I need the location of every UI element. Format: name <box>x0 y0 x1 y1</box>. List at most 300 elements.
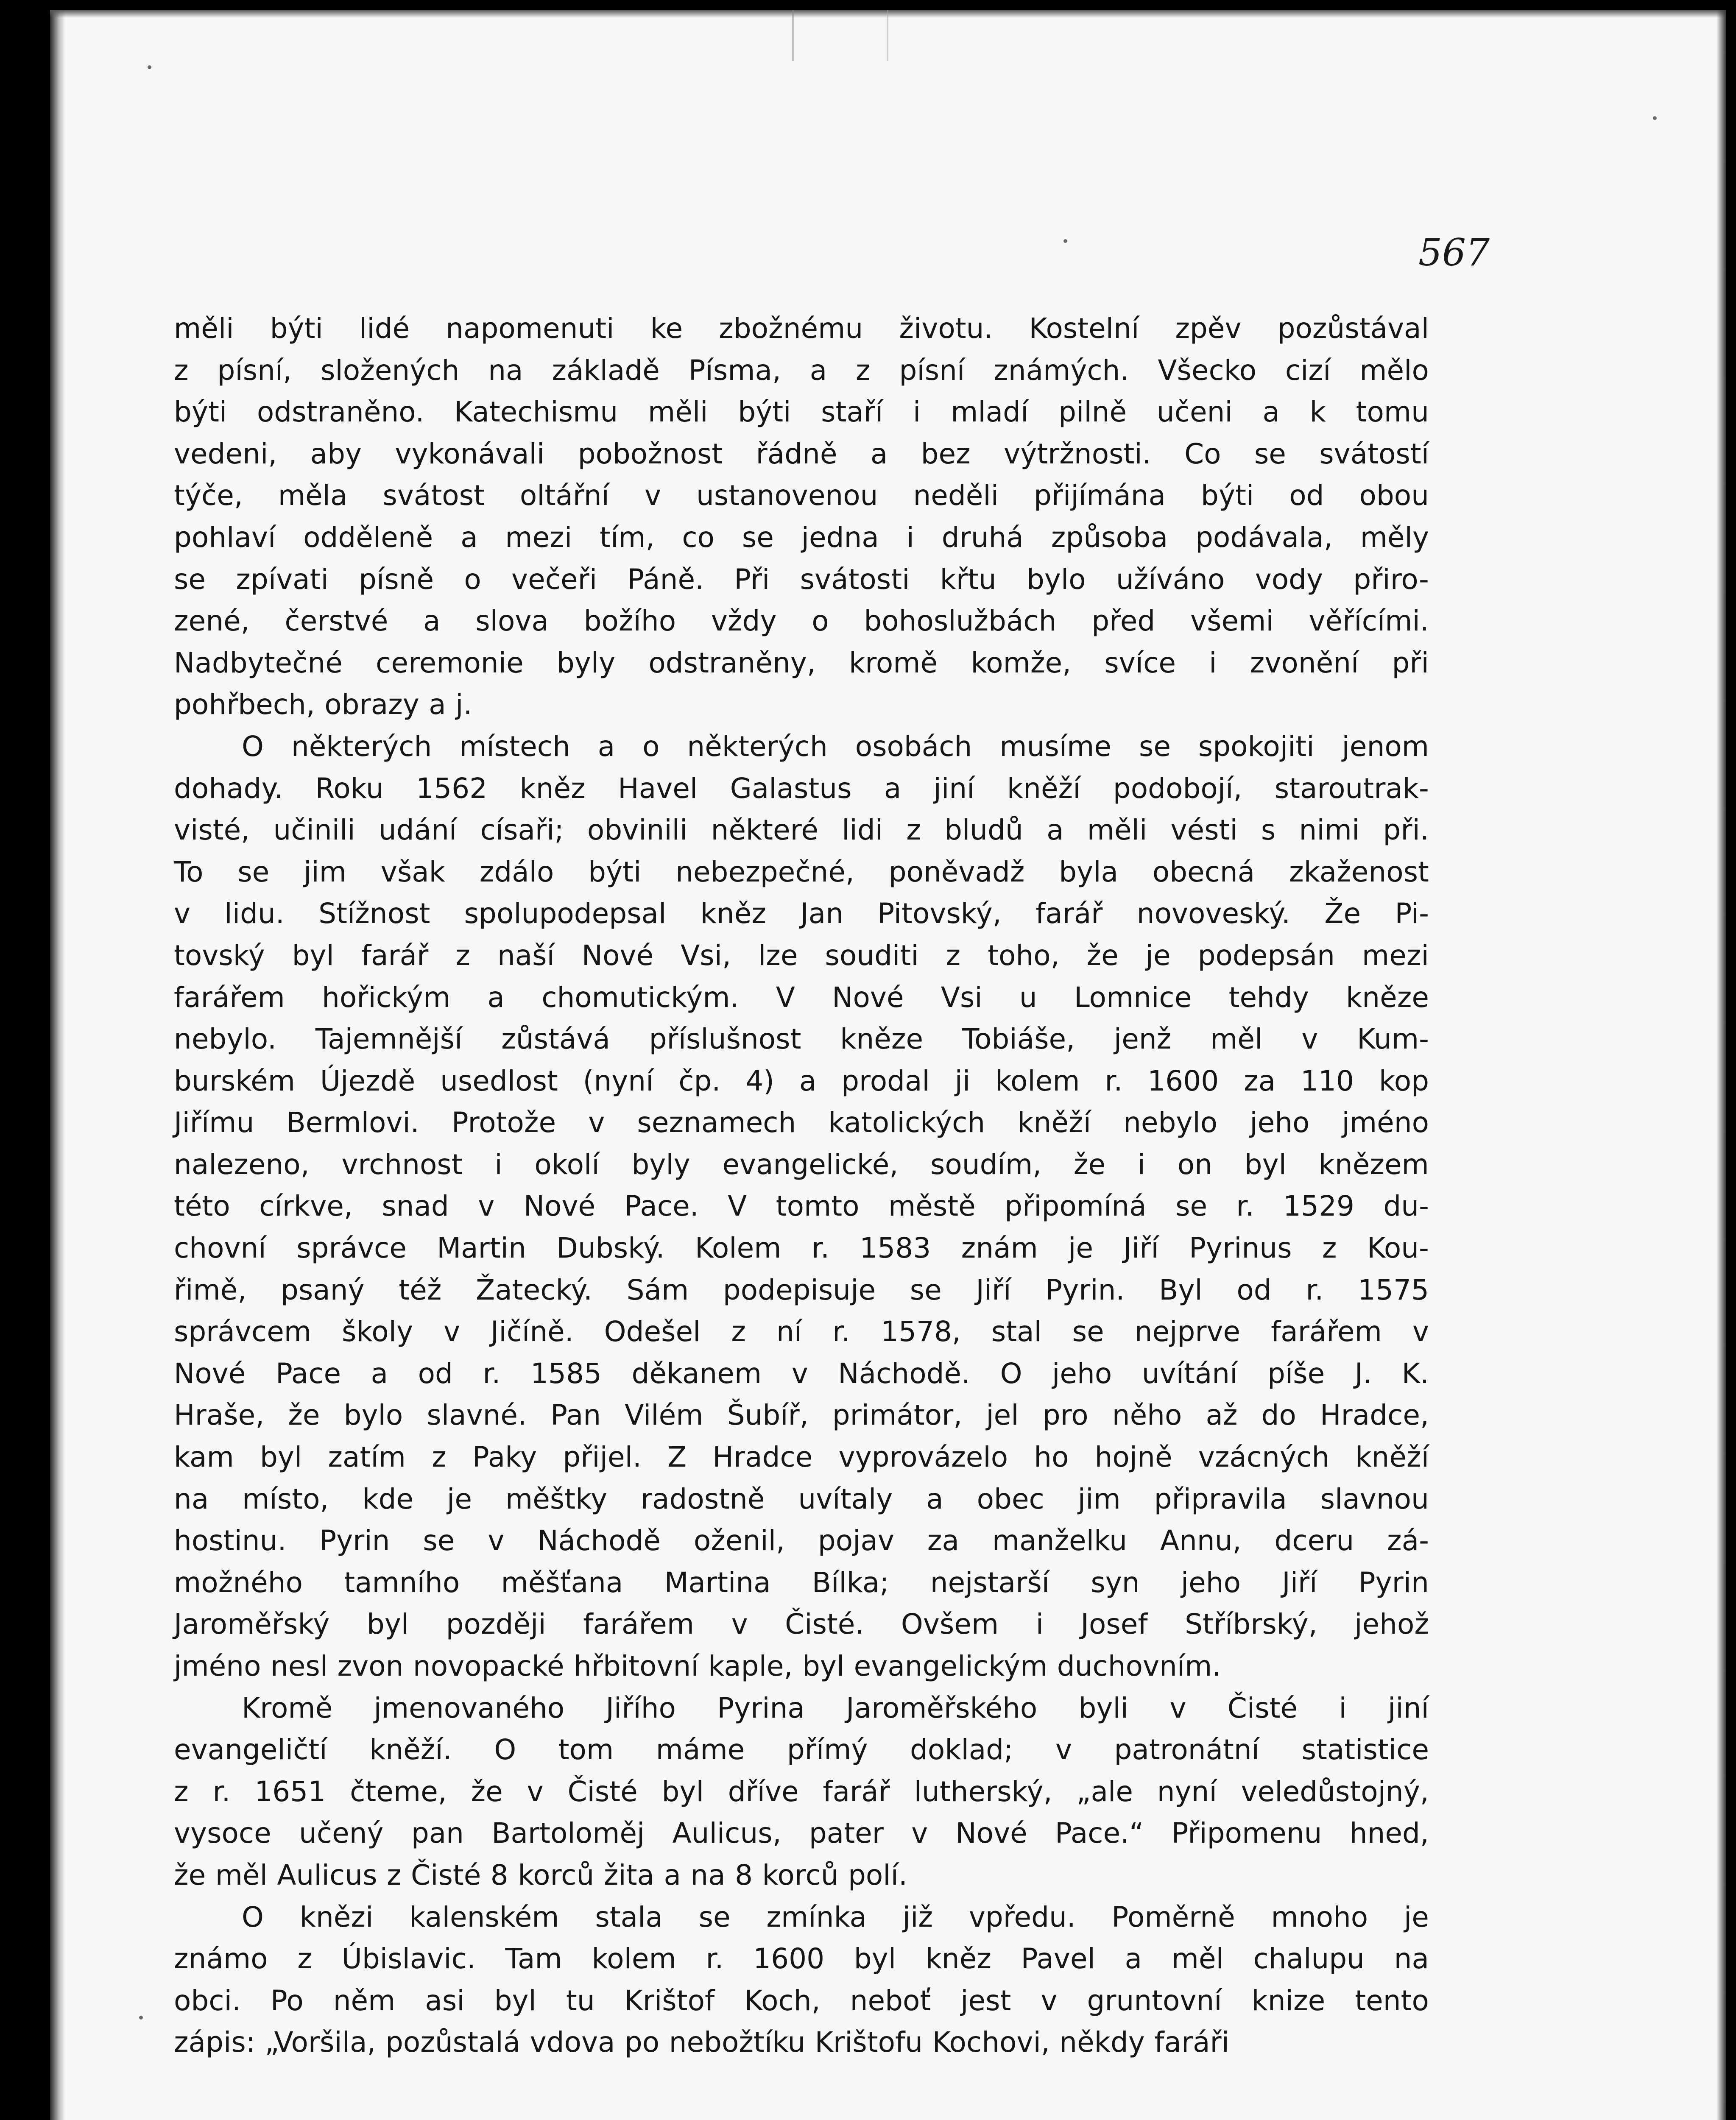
word: je <box>1068 1232 1094 1265</box>
word: božího <box>583 605 676 638</box>
word: Martina <box>664 1566 771 1599</box>
word: 110 <box>1301 1064 1354 1097</box>
word: Kou- <box>1367 1232 1429 1265</box>
word: vedeni, <box>174 437 277 470</box>
word: kaple, <box>708 1650 793 1682</box>
word: Pitovský, <box>877 897 1002 930</box>
word: pohlaví <box>174 521 276 554</box>
word: radostně <box>640 1482 765 1515</box>
word: slavnou <box>1320 1482 1429 1515</box>
word: zené, <box>174 605 250 638</box>
word: něho <box>1112 1399 1182 1432</box>
word: vykonávali <box>395 437 545 470</box>
word: Galastus <box>730 772 852 805</box>
word: 1585 <box>530 1357 602 1390</box>
word: kněží. <box>369 1733 452 1766</box>
word: tento <box>1355 1984 1429 2017</box>
word: Čisté <box>1227 1691 1298 1724</box>
word: Jan <box>800 897 844 930</box>
text-line <box>174 1144 1429 1186</box>
word: toho, <box>988 939 1060 972</box>
word: Nové <box>955 1817 1027 1850</box>
word: byl <box>292 939 334 972</box>
word: pozůstával <box>1277 312 1429 345</box>
word: na <box>488 354 523 387</box>
word: zpěv <box>1175 312 1242 345</box>
word: Lomnice <box>1074 981 1192 1014</box>
paragraph <box>174 1688 1429 1897</box>
text-line <box>174 977 1429 1019</box>
word: slova <box>475 605 549 638</box>
word: až <box>1206 1399 1238 1432</box>
word: o <box>642 730 660 763</box>
word: nebylo <box>1123 1106 1218 1139</box>
word: 8 <box>490 1858 508 1891</box>
word: večeři <box>511 563 597 596</box>
text-line <box>174 893 1429 935</box>
word: z <box>731 1315 746 1348</box>
word: Jiří <box>1282 1566 1317 1599</box>
text-line <box>174 642 1429 684</box>
word: patronátní <box>1114 1733 1260 1766</box>
text-line <box>174 1311 1429 1353</box>
word: 1651 <box>254 1775 326 1808</box>
word: jméno <box>1342 1106 1429 1139</box>
text-line <box>174 1437 1429 1478</box>
word: To <box>174 855 204 888</box>
word: stal <box>991 1315 1042 1348</box>
word: Náchodě <box>537 1524 661 1557</box>
word: životu. <box>899 312 993 345</box>
word: lze <box>758 939 798 972</box>
word: Úbislavic. <box>341 1942 476 1975</box>
word: osobách <box>855 730 972 763</box>
word: zůstává <box>501 1023 610 1056</box>
word: jiní <box>933 772 975 805</box>
word: se <box>423 1524 455 1557</box>
word: obvinili <box>587 814 688 847</box>
word: se <box>1175 1190 1208 1223</box>
word: správce <box>296 1232 407 1265</box>
word: 8 <box>735 1858 753 1891</box>
word: se <box>1072 1315 1104 1348</box>
page-right-shadow <box>1716 10 1726 2120</box>
word: hned, <box>1349 1817 1429 1850</box>
word: Nové <box>581 939 654 972</box>
word: se <box>742 521 774 554</box>
text-line <box>174 1938 1429 1980</box>
word: byli <box>1078 1691 1129 1724</box>
word: r. <box>212 1775 231 1808</box>
word: za <box>1244 1064 1276 1097</box>
word: příslušnost <box>649 1023 801 1056</box>
word: bohoslužbách <box>864 605 1057 638</box>
word: chomutickým. <box>541 981 739 1014</box>
word: usedlost <box>440 1064 558 1097</box>
word: novoveský. <box>1136 897 1290 930</box>
word: z <box>906 814 921 847</box>
word: knězem <box>1318 1148 1429 1181</box>
word: tamního <box>344 1566 460 1599</box>
word: mladí <box>951 396 1029 429</box>
word: podávala, <box>1195 521 1333 554</box>
word: v <box>1055 1733 1072 1766</box>
word: je <box>1404 1900 1429 1933</box>
word: Stížnost <box>318 897 430 930</box>
word: v <box>588 1106 605 1139</box>
word: zvonění <box>1250 646 1359 679</box>
text-line <box>174 935 1429 977</box>
word: o <box>464 563 481 596</box>
word: něm <box>333 1984 396 2017</box>
word: přijel. <box>563 1441 642 1474</box>
word: měli <box>174 312 234 345</box>
word: oltářní <box>519 479 610 512</box>
word: Pavel <box>1021 1942 1095 1975</box>
word: kněží <box>1007 772 1081 805</box>
word: evangelickým <box>854 1650 1048 1682</box>
word: tím, <box>600 521 655 554</box>
word: V <box>728 1190 747 1223</box>
word: nebezpečné, <box>675 855 854 888</box>
word: obrazy <box>324 688 419 721</box>
word: Bartoloměj <box>491 1817 645 1850</box>
word: při <box>1392 646 1429 679</box>
word: Pyrinus <box>1189 1232 1292 1265</box>
word: v <box>443 1315 461 1348</box>
word: Pyrina <box>717 1691 805 1724</box>
word: Nové <box>832 981 904 1014</box>
word: a <box>487 981 505 1014</box>
word: chovní <box>174 1232 266 1265</box>
word: zvon <box>337 1650 404 1682</box>
dust-speck <box>139 2016 143 2020</box>
word: nalezeno, <box>174 1148 310 1181</box>
word: vpředu. <box>968 1900 1076 1933</box>
word: měli <box>1087 814 1147 847</box>
word: a <box>423 605 441 638</box>
word: novopacké <box>413 1650 564 1682</box>
word: odstraněno. <box>257 396 424 429</box>
word: Kum- <box>1357 1023 1429 1056</box>
word: podepisuje <box>723 1273 876 1306</box>
word: snad <box>382 1190 449 1223</box>
word: někdy <box>1059 2026 1145 2059</box>
word: pozůstalá <box>385 2026 521 2059</box>
word: tovský <box>174 939 265 972</box>
word: farářem <box>1271 1315 1382 1348</box>
word: pilně <box>1058 396 1127 429</box>
word: nimi <box>1299 814 1360 847</box>
word: Újezdě <box>320 1064 416 1097</box>
word: O <box>1000 1357 1022 1390</box>
word: musíme <box>999 730 1112 763</box>
word: byla <box>1059 855 1118 888</box>
word: bludů <box>944 814 1023 847</box>
word: farářem <box>583 1608 695 1641</box>
word: okolí <box>534 1148 600 1181</box>
word: obou <box>1359 479 1429 512</box>
word: korců <box>762 1858 839 1891</box>
word: napomenuti <box>446 312 614 345</box>
word: učeni <box>1156 396 1233 429</box>
word: městě <box>888 1190 976 1223</box>
word: ke <box>650 312 683 345</box>
word: nejprve <box>1134 1315 1241 1348</box>
word: byl <box>1244 1148 1287 1181</box>
word: byl <box>494 1984 536 2017</box>
word: též <box>399 1273 442 1306</box>
word: kněze <box>840 1023 924 1056</box>
word: do <box>1261 1399 1296 1432</box>
word: přijímána <box>1034 479 1166 512</box>
word: i <box>913 396 921 429</box>
word: 1529 <box>1283 1190 1354 1223</box>
word: nejstarší <box>930 1566 1050 1599</box>
dust-speck <box>1653 116 1657 120</box>
word: církve, <box>259 1190 353 1223</box>
word: Aulicus, <box>672 1817 781 1850</box>
word: jmenovaného <box>374 1691 565 1724</box>
word: Tajemnější <box>315 1023 463 1056</box>
word: a <box>1125 1942 1142 1975</box>
word: žita <box>603 1858 655 1891</box>
word: Jaroměřský <box>174 1608 330 1641</box>
word: některé <box>711 814 818 847</box>
word: Bermlovi. <box>286 1106 419 1139</box>
word: Jiří <box>1123 1232 1159 1265</box>
word: se <box>1139 730 1171 763</box>
word: lidi <box>842 814 883 847</box>
word: měli <box>648 396 708 429</box>
word: známo <box>174 1942 268 1975</box>
text-line <box>174 1646 1429 1688</box>
word: a <box>1262 396 1280 429</box>
word: kde <box>362 1482 414 1515</box>
word: obci. <box>174 1984 241 2017</box>
word: Žatecký. <box>476 1273 592 1306</box>
word: veledůstojný, <box>1241 1775 1429 1808</box>
word: Hradce <box>712 1441 813 1474</box>
word: Tobiáše, <box>962 1023 1075 1056</box>
word: Josef <box>1080 1608 1148 1641</box>
word: některých <box>687 730 828 763</box>
word: O <box>242 730 264 763</box>
word: nyní <box>1157 1775 1217 1808</box>
word: 1578, <box>880 1315 961 1348</box>
word: císaři; <box>480 814 564 847</box>
word: a <box>1047 814 1064 847</box>
word: z <box>386 1858 402 1891</box>
word: mezi <box>505 521 572 554</box>
word: Že <box>1324 897 1361 930</box>
dust-speck <box>148 65 151 69</box>
word: svátostí <box>1319 437 1429 470</box>
word: kněží <box>1017 1106 1091 1139</box>
word: Čisté <box>567 1775 638 1808</box>
word: bylo <box>343 1399 403 1432</box>
word: r. <box>483 1357 501 1390</box>
word: vysoce <box>174 1817 271 1850</box>
word: Aulicus <box>277 1858 377 1891</box>
word: r. <box>1306 1273 1324 1306</box>
word: druhá <box>941 521 1024 554</box>
text-line <box>174 1102 1429 1144</box>
word: kam <box>174 1441 234 1474</box>
word: mezi <box>1362 939 1429 972</box>
text-line <box>174 726 1429 768</box>
word: jenom <box>1342 730 1429 763</box>
word: Čisté <box>411 1858 481 1891</box>
word: obec <box>977 1482 1044 1515</box>
word: základě <box>552 354 660 387</box>
word: místech <box>459 730 570 763</box>
text-line <box>174 1604 1429 1646</box>
word: vésti <box>1170 814 1238 847</box>
word: ní <box>776 1315 802 1348</box>
word: Jaroměřského <box>846 1691 1038 1724</box>
word: Kromě <box>242 1691 333 1724</box>
word: dceru <box>1274 1524 1354 1557</box>
word: O <box>242 1900 264 1933</box>
word: měl <box>1210 1023 1263 1056</box>
word: neděli <box>913 479 999 512</box>
word: knize <box>1251 1984 1326 2017</box>
word: býti <box>174 396 227 429</box>
word: přímý <box>787 1733 868 1766</box>
word: před <box>1091 605 1155 638</box>
text-line <box>174 1771 1429 1813</box>
word: způsoba <box>1051 521 1168 554</box>
word: jeho <box>1181 1566 1241 1599</box>
word: jméno <box>174 1650 261 1682</box>
text-line <box>174 1520 1429 1562</box>
text-line <box>174 2022 1429 2064</box>
word: Vsi <box>941 981 982 1014</box>
word: Odešel <box>604 1315 701 1348</box>
word: čteme, <box>350 1775 447 1808</box>
word: staří <box>821 396 883 429</box>
text-line <box>174 350 1429 392</box>
word: V <box>776 981 795 1014</box>
paragraph <box>174 308 1429 726</box>
word: Jiřímu <box>174 1106 254 1139</box>
word: j. <box>455 688 472 721</box>
page-left-shadow <box>50 10 65 2120</box>
word: nebožtíku <box>669 2026 806 2059</box>
word: Pace. <box>624 1190 699 1223</box>
word: staroutrak- <box>1274 772 1429 805</box>
word: za <box>927 1524 959 1557</box>
text-line <box>174 1980 1429 2022</box>
word: byl <box>366 1608 409 1641</box>
word: býti <box>1201 479 1254 512</box>
word: Pyrin <box>1358 1566 1429 1599</box>
text-line <box>174 1227 1429 1269</box>
word: píše <box>1267 1357 1325 1390</box>
word: i <box>1339 1691 1347 1724</box>
text-line <box>174 768 1429 810</box>
word: farář <box>1035 897 1103 930</box>
word: na <box>690 1858 726 1891</box>
word: Páně. <box>627 563 704 596</box>
word: 1562 <box>416 772 488 805</box>
text-line <box>174 1353 1429 1395</box>
word: Annu, <box>1160 1524 1242 1557</box>
word: Protože <box>451 1106 556 1139</box>
word: soudím, <box>930 1148 1042 1181</box>
text-line <box>174 559 1429 601</box>
word: správcem <box>174 1315 312 1348</box>
text-line <box>174 1897 1429 1939</box>
word: on <box>1177 1148 1212 1181</box>
word: lutherský, <box>914 1775 1052 1808</box>
word: některých <box>291 730 432 763</box>
text-line <box>174 1018 1429 1060</box>
word: Katechismu <box>454 396 618 429</box>
word: kalenském <box>409 1900 559 1933</box>
word: ji <box>955 1064 971 1097</box>
word: od <box>418 1357 453 1390</box>
word: od <box>1289 479 1324 512</box>
text-line <box>174 851 1429 893</box>
word: „Voršila, <box>265 2026 376 2059</box>
word: se <box>698 1900 731 1933</box>
word: spokojiti <box>1198 730 1315 763</box>
word: cizí <box>1285 354 1331 387</box>
text-line <box>174 1395 1429 1437</box>
word: pater <box>809 1817 884 1850</box>
word: Šubíř, <box>727 1399 809 1432</box>
word: kromě <box>848 646 938 679</box>
word: byl <box>661 1775 704 1808</box>
word: i <box>1035 1608 1044 1641</box>
text-line <box>174 475 1429 517</box>
word: z <box>856 354 871 387</box>
word: prodal <box>841 1064 930 1097</box>
word: složených <box>321 354 460 387</box>
word: býti <box>738 396 791 429</box>
word: z <box>297 1942 312 1975</box>
word: zpívati <box>236 563 329 596</box>
word: a <box>870 437 888 470</box>
word: slavné. <box>427 1399 527 1432</box>
word: ustanovenou <box>696 479 878 512</box>
text-line <box>174 1269 1429 1311</box>
word: manželku <box>992 1524 1128 1557</box>
word: syn <box>1091 1566 1140 1599</box>
word: kněze <box>1346 981 1429 1014</box>
text-line <box>174 1688 1429 1729</box>
text-line <box>174 1813 1429 1855</box>
word: uvítání <box>1142 1357 1238 1390</box>
word: měštky <box>505 1482 608 1515</box>
word: kněz <box>519 772 586 805</box>
word: Paky <box>472 1441 537 1474</box>
word: jedna <box>801 521 879 554</box>
word: (nyní <box>583 1064 654 1097</box>
word: polí. <box>848 1858 907 1891</box>
word: lidé <box>359 312 410 345</box>
word: jim <box>304 855 347 888</box>
word: Náchodě. <box>838 1357 971 1390</box>
word: že <box>174 1858 206 1891</box>
word: učený <box>299 1817 384 1850</box>
word: vdova <box>530 2026 615 2059</box>
text-line <box>174 1729 1429 1771</box>
word: děkanem <box>631 1357 762 1390</box>
word: primátor, <box>832 1399 963 1432</box>
